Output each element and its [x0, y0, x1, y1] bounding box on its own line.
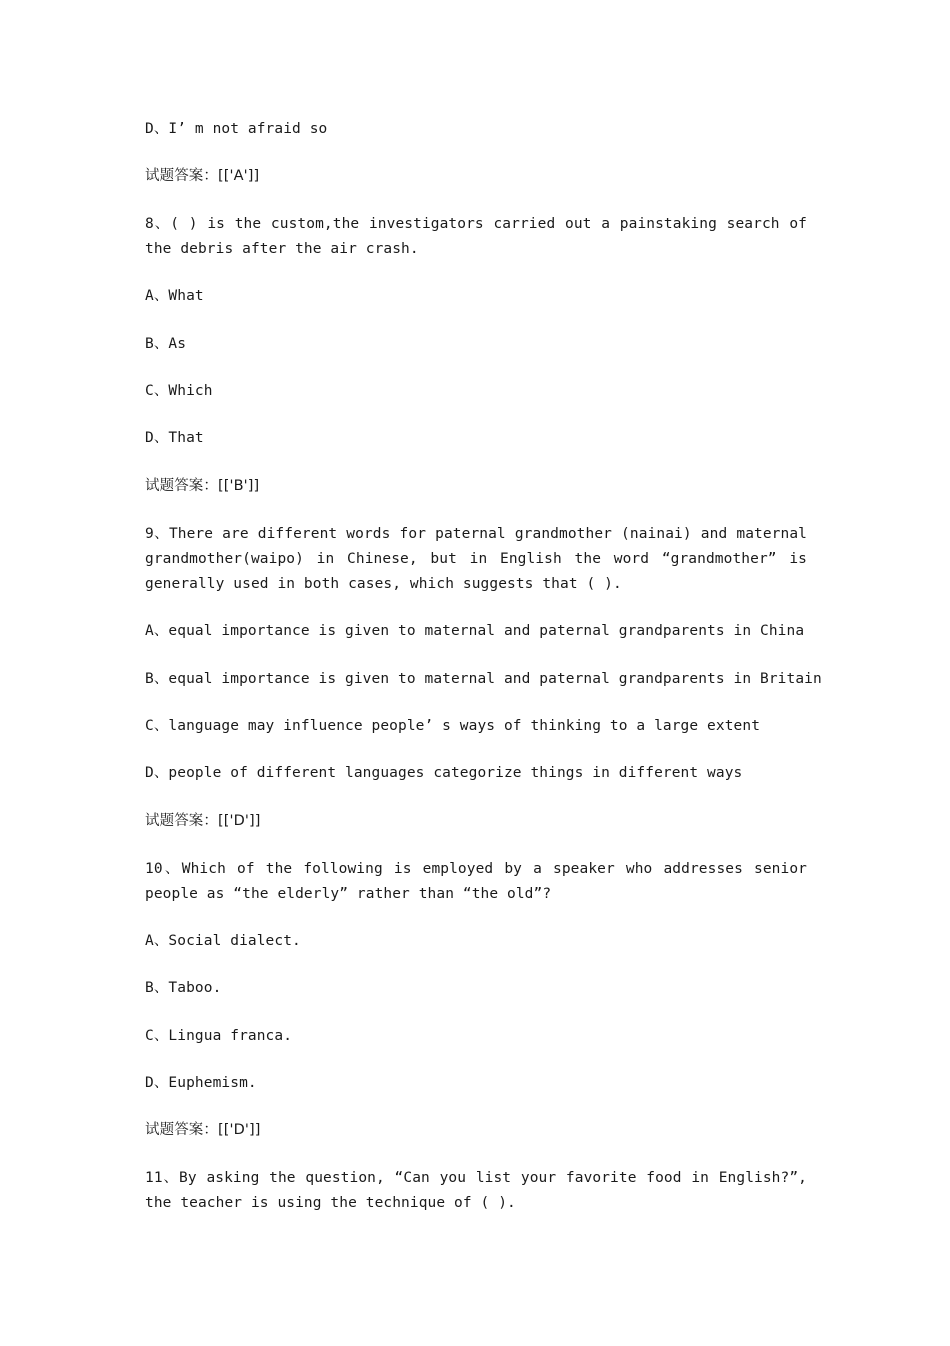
q9-option-d: D、people of different languages categorize things in different ways: [145, 765, 743, 781]
q8-option-d: D、That: [145, 430, 204, 446]
q9-question: 9、There are different words for paternal grandmother (nainai) and maternal grandmother(waipo) in Chinese, but in English the word “grandmother” is generally used in both cases, which suggests that ( ).: [145, 526, 807, 592]
q9-option-b: B、equal importance is given to maternal and paternal grandparents in Britain: [145, 671, 822, 687]
q7-answer: 试题答案：[['A']]: [145, 168, 260, 184]
q10-question: 10、Which of the following is employed by a speaker who addresses senior people as “the elderly” rather than “the old”?: [145, 861, 807, 902]
q10-option-b: B、Taboo.: [145, 980, 222, 996]
q11-question: 11、By asking the question, “Can you list your favorite food in English?”, the teacher is using the technique of ( ).: [145, 1170, 807, 1211]
q7-option-d: D、I’ m not afraid so: [145, 121, 328, 137]
q9-answer: 试题答案：[['D']]: [145, 813, 261, 829]
q10-option-a: A、Social dialect.: [145, 933, 301, 949]
q8-option-a: A、What: [145, 288, 204, 304]
q9-option-a: A、equal importance is given to maternal and paternal grandparents in China: [145, 623, 805, 639]
q9-option-c: C、language may influence people’ s ways of thinking to a large extent: [145, 718, 761, 734]
q8-option-c: C、Which: [145, 383, 213, 399]
q10-option-c: C、Lingua franca.: [145, 1028, 293, 1044]
q10-answer: 试题答案：[['D']]: [145, 1122, 261, 1138]
q8-option-b: B、As: [145, 336, 187, 352]
q8-answer: 试题答案：[['B']]: [145, 478, 260, 494]
q8-question: 8、( ) is the custom,the investigators carried out a painstaking search of the debris after the air crash.: [145, 216, 807, 257]
q10-option-d: D、Euphemism.: [145, 1075, 257, 1091]
